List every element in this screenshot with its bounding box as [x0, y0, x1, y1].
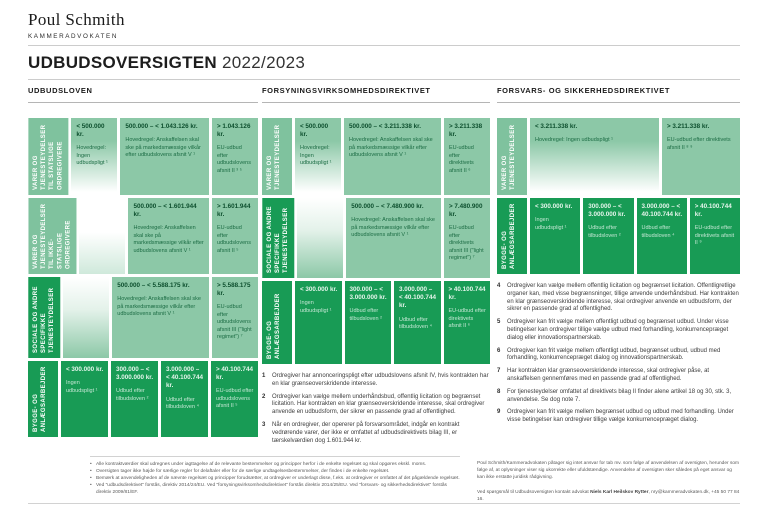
threshold-value: 300.000 – < 3.000.000 kr.: [349, 286, 387, 302]
threshold-value: 3.000.000 – < 40.100.744 kr.: [641, 203, 683, 219]
grid-row: [28, 277, 258, 358]
threshold-cell: [444, 281, 491, 364]
footer-bullet: • Ved "udbudsdirektivet" forstås, direktiv 2014/24/EU. Ved "forsyningsvirksomhedsdirektivet" forstås direktiv 2014/25/EU. Ved "forsvars- og sikkerhedsdirektivet" forstås direktiv 2009/81/EF.: [90, 483, 460, 497]
threshold-rule: Hovedregel: Ingen udbudspligt ¹: [76, 145, 108, 167]
note-item: [497, 348, 740, 364]
threshold-rule: EU-udbud efter direktivets afsnit II ⁹: [694, 225, 735, 247]
grid-row: [262, 118, 490, 195]
category-label: VARER OG TJENESTEYDELSER TIL IKKE-STATSLIGE ORDREGIVERE: [28, 198, 76, 274]
note-text: Ordregiver kan frit vælge mellem offentligt udbud, begrænset udbud, udbud med forhandling, konkurrencepræget dialog og innovationspartnerskab.: [507, 347, 721, 362]
footer-bullet: • Alle kontraktværdier skal udregnes under iagttagelse af de relevante bestemmelser og principper herfor i de enkelte regelsæt og skal opgøres ekskl. moms.: [90, 462, 460, 469]
threshold-cell: [211, 361, 258, 437]
threshold-rule: EU-udbud efter udbudslovens afsnit II ⁵: [217, 225, 251, 254]
note-number: 6: [497, 347, 501, 354]
threshold-cell: [444, 118, 490, 195]
note-text: For tjenesteydelser omfattet af direktivets bilag II finder alene artikel 18 og 30, stk. 3, anvendelse. Se dog note 7.: [507, 388, 732, 403]
grid-row: [262, 198, 490, 278]
note-text: Ordregiver kan vælge mellem underhåndsbud, offentlig licitation og begrænset licitation. Har kontrakten en klar grænseoverskridende interesse, skal ordregiver anvende en udbudsform, der sikrer en passende grad af offentlighed.: [272, 393, 485, 416]
category-label: BYGGE- OG ANLÆGSARBEJDER: [28, 361, 58, 437]
threshold-value: > 3.211.338 kr.: [449, 123, 483, 139]
note-item: [262, 422, 490, 445]
threshold-value: > 40.100.744 kr.: [216, 366, 253, 382]
threshold-rule: Hovedregel: Anskaffelsen skal ske på markedsmæssige vilkår efter udbudslovens afsnit V ¹: [125, 137, 201, 159]
threshold-value: > 1.601.944 kr.: [217, 203, 251, 219]
contact-line: [477, 489, 740, 503]
threshold-rule: Hovedregel: Anskaffelsen skal ske på markedsmæssige vilkår efter udbudslovens afsnit V ¹: [133, 225, 204, 254]
threshold-grid: [28, 118, 258, 437]
threshold-rule: EU-udbud efter udbudslovens afsnit II ⁵: [216, 388, 254, 410]
threshold-rule: Udbud efter tilbudsloven ⁴: [399, 316, 432, 330]
threshold-value: > 40.100.744 kr.: [694, 203, 732, 219]
gradient-cell: [63, 277, 109, 358]
threshold-grid: [262, 118, 490, 364]
category-label: VARER OG TJENESTEYDELSER TIL STATSLIGE ORDREGIVERE: [28, 118, 68, 195]
title-divider: [28, 79, 740, 80]
threshold-rule: Hovedregel: Ingen udbudspligt ¹: [535, 137, 613, 144]
note-item: [497, 389, 740, 405]
threshold-rule: EU-udbud efter direktivets afsnit III ("light regimet") ⁷: [449, 225, 484, 262]
grid-row: [497, 118, 740, 195]
threshold-value: 500.000 – < 7.480.900 kr.: [351, 203, 424, 210]
category-label: BYGGE- OG ANLÆGSARBEJDER: [262, 281, 292, 364]
footer-divider-bottom: [28, 503, 740, 504]
threshold-cell: [345, 281, 392, 364]
threshold-cell: [71, 118, 117, 195]
category-label: SOCIALE OG ANDRE SPECIFIKKE TJENESTEYDELSER: [28, 277, 60, 358]
threshold-cell: [295, 118, 341, 195]
note-number: 2: [262, 393, 266, 400]
page-title: [28, 53, 305, 73]
threshold-cell: [112, 277, 209, 358]
category-label: VARER OG TJENESTEYDELSER: [497, 118, 527, 195]
page-title-year: 2022/2023: [222, 53, 306, 72]
threshold-rule: Hovedregel: Anskaffelsen skal ske på markedsmæssige vilkår efter udbudslovens afsnit V ¹: [351, 217, 435, 239]
column-header: UDBUDSLOVEN: [28, 86, 258, 103]
threshold-rule: EU-udbud efter direktivets afsnit II ⁶: [448, 308, 486, 330]
note-number: 5: [497, 319, 501, 326]
category-label: VARER OG TJENESTEYDELSER: [262, 118, 292, 195]
gradient-cell: [79, 198, 125, 274]
threshold-rule: Ingen udbudspligt ¹: [535, 217, 567, 231]
threshold-cell: [662, 118, 740, 195]
note-number: 3: [262, 421, 266, 428]
note-number: 7: [497, 368, 501, 375]
threshold-value: 500.000 – < 3.211.338 kr.: [349, 123, 421, 130]
threshold-cell: [346, 198, 441, 278]
threshold-rule: EU-udbud efter udbudslovens afsnit II ³ ⁵: [217, 145, 251, 174]
note-text: Ordregiver kan frit vælge mellem offentligt udbud og begrænset udbud. Under visse betingelser kan ordregiver tillige vælge udbud med forhandling, konkurrencepræget dialog eller innovationspartnerskab.: [507, 319, 729, 341]
note-item: [497, 319, 740, 342]
grid-row: [262, 281, 490, 364]
footer-bullet: • Oversigten tager ikke højde for særlige regler for delaftaler eller for de særlige undtagelsesbestemmelser, der findes i de enkelte regelsæt.: [90, 469, 460, 476]
note-text: Ordregiver kan vælge mellem offentlig licitation og begrænset licitation. Offentligretlige organer kan, med visse begrænsninger, tillige anvende underhåndsbud. Har kontrakten en klar grænseoverskridende interesse, skal ordregiver anvende en udbudsform, der sikrer en passende grad af offentlighed.: [507, 283, 739, 313]
disclaimer-text: Poul Schmith/Kammeradvokaten påtager sig intet ansvar for tab mv. som følge af anvendelsen af oversigten, herunder som følge af, at oplysninger viser sig ukorrekte eller ufuldstændige. Anvendelse af oversigten sker således på eget ansvar og kan ikke erstatte juridisk rådgivning.: [477, 461, 740, 481]
notes-list: [497, 283, 740, 425]
note-item: [497, 368, 740, 384]
threshold-value: 3.000.000 – < 40.100.744 kr.: [399, 286, 436, 310]
footer-divider-top: [90, 456, 460, 457]
threshold-rule: Udbud efter tilbudsloven ²: [588, 225, 621, 239]
note-number: 9: [497, 409, 501, 416]
grid-row: [28, 118, 258, 195]
threshold-value: > 5.588.175 kr.: [217, 282, 251, 298]
grid-row: [28, 198, 258, 274]
threshold-cell: [128, 198, 209, 274]
threshold-cell: [212, 198, 258, 274]
threshold-value: 500.000 – < 1.601.944 kr.: [133, 203, 197, 219]
threshold-rule: Hovedregel: Anskaffelsen skal ske på markedsmæssige vilkår efter udbudslovens afsnit V ¹: [117, 296, 201, 318]
threshold-rule: Hovedregel: Anskaffelsen skal ske på markedsmæssige vilkår efter udbudslovens afsnit V ¹: [349, 137, 433, 159]
note-text: Ordregiver kan frit vælge mellem begrænset udbud og udbud med forhandling. Under visse betingelser kan ordregiver tillige vælge konkurrencepræget dialog.: [507, 409, 734, 424]
column-udbudsloven: [28, 86, 258, 440]
category-label: BYGGE- OG ANLÆGSARBEJDER: [497, 198, 527, 274]
threshold-value: 300.000 – < 3.000.000 kr.: [116, 366, 154, 382]
column-forsyningsdirektivet: [262, 86, 490, 450]
threshold-cell: [444, 198, 490, 278]
contact-name: Niels Karl Heilskov Rytter: [590, 489, 649, 495]
threshold-value: 500.000 – < 1.043.126 kr.: [125, 123, 198, 130]
threshold-value: < 500.000 kr.: [76, 123, 105, 139]
threshold-rule: Udbud efter tilbudsloven ⁴: [641, 225, 675, 239]
threshold-cell: [637, 198, 687, 274]
header-divider: [28, 45, 740, 46]
contact-suffix: , nry@kammeradvokaten.dk, +45 50 77 84 16.: [477, 489, 740, 502]
threshold-value: > 40.100.744 kr.: [448, 286, 486, 302]
threshold-cell: [530, 118, 659, 195]
threshold-grid: [497, 118, 740, 274]
threshold-cell: [120, 118, 209, 195]
threshold-rule: EU-udbud efter direktivets afsnit II ⁶: [449, 145, 474, 174]
note-number: 8: [497, 388, 501, 395]
threshold-cell: [161, 361, 208, 437]
threshold-cell: [530, 198, 580, 274]
footer-bullet: • Bemærk at anvendeligheden af de nævnte regelsæt og principper forudsætter, at ordregiver er underlagt disse, f.eks. at ordregiver er omfattet af det pågældende regelsæt.: [90, 476, 460, 483]
note-number: 1: [262, 373, 266, 379]
threshold-rule: Hovedregel: Ingen udbudspligt ¹: [300, 145, 332, 167]
threshold-value: < 3.211.338 kr.: [535, 123, 578, 130]
note-item: [262, 394, 490, 417]
contact-prefix: Ved spørgsmål til Udbudsoversigten kontakt advokat: [477, 489, 591, 495]
brand-name: Poul Schmith: [28, 10, 125, 29]
threshold-cell: [212, 118, 258, 195]
threshold-value: < 300.000 kr.: [535, 203, 573, 210]
threshold-value: > 3.211.338 kr.: [667, 123, 710, 130]
threshold-rule: Udbud efter tilbudsloven ²: [349, 308, 382, 322]
threshold-value: > 7.480.900 kr.: [449, 203, 483, 219]
note-number: 4: [497, 283, 501, 289]
grid-row: [28, 361, 258, 437]
column-header: FORSYNINGSVIRKSOMHEDSDIREKTIVET: [262, 86, 490, 103]
note-item: [262, 373, 490, 389]
note-text: Når en ordregiver, der opererer på forsvarsområdet, indgår en kontrakt vedrørende varer, der ikke er omfattet af udbudsdirektivets bilag III, er tærskelværdien dog 1.601.944 kr.: [272, 421, 460, 444]
threshold-cell: [344, 118, 441, 195]
threshold-rule: Udbud efter tilbudsloven ²: [116, 388, 149, 402]
threshold-cell: [295, 281, 342, 364]
notes-list: [262, 373, 490, 445]
threshold-value: < 500.000 kr.: [300, 123, 329, 139]
grid-row: [497, 198, 740, 274]
threshold-value: < 300.000 kr.: [300, 286, 338, 293]
note-text: Har kontrakten klar grænseoverskridende interesse, skal ordregiver påse, at anskaffelsen gennemføres med en passende grad af offentlighed.: [507, 368, 710, 382]
footer-disclaimer-block: [477, 460, 740, 503]
note-item: [497, 283, 740, 314]
brand-subtitle: KAMMERADVOKATEN: [28, 33, 119, 40]
category-label: SOCIALE OG ANDRE SPECIFIKKE TJENESTEYDELSER: [262, 198, 294, 278]
threshold-value: > 1.043.126 kr.: [217, 123, 251, 139]
column-forsvarsdirektivet: [497, 86, 740, 430]
note-item: [497, 409, 740, 425]
threshold-rule: EU-udbud efter udbudslovens afsnit III ("light regimet") ⁷: [217, 304, 252, 341]
threshold-cell: [394, 281, 441, 364]
threshold-rule: Udbud efter tilbudsloven ⁴: [166, 396, 199, 410]
gradient-cell: [297, 198, 343, 278]
threshold-rule: Ingen udbudspligt ¹: [66, 380, 98, 394]
column-header: FORSVARS- OG SIKKERHEDSDIREKTIVET: [497, 86, 740, 103]
threshold-cell: [690, 198, 740, 274]
threshold-cell: [583, 198, 633, 274]
threshold-cell: [61, 361, 108, 437]
brand-logo: [28, 10, 125, 40]
threshold-value: 3.000.000 – < 40.100.744 kr.: [166, 366, 203, 390]
threshold-cell: [111, 361, 158, 437]
page-title-main: UDBUDSOVERSIGTEN: [28, 53, 217, 72]
threshold-rule: EU-udbud efter direktivets afsnit II ⁸ ⁹: [667, 137, 731, 151]
threshold-value: 500.000 – < 5.588.175 kr.: [117, 282, 190, 289]
threshold-cell: [212, 277, 258, 358]
note-text: Ordregiver har annonceringspligt efter udbudslovens afsnit IV, hvis kontrakten har en klar grænseoverskridende interesse.: [272, 373, 489, 387]
threshold-value: < 300.000 kr.: [66, 366, 104, 373]
footer-bullet-list: [90, 462, 460, 497]
threshold-rule: Ingen udbudspligt ¹: [300, 300, 332, 314]
threshold-value: 300.000 – < 3.000.000 kr.: [588, 203, 626, 219]
